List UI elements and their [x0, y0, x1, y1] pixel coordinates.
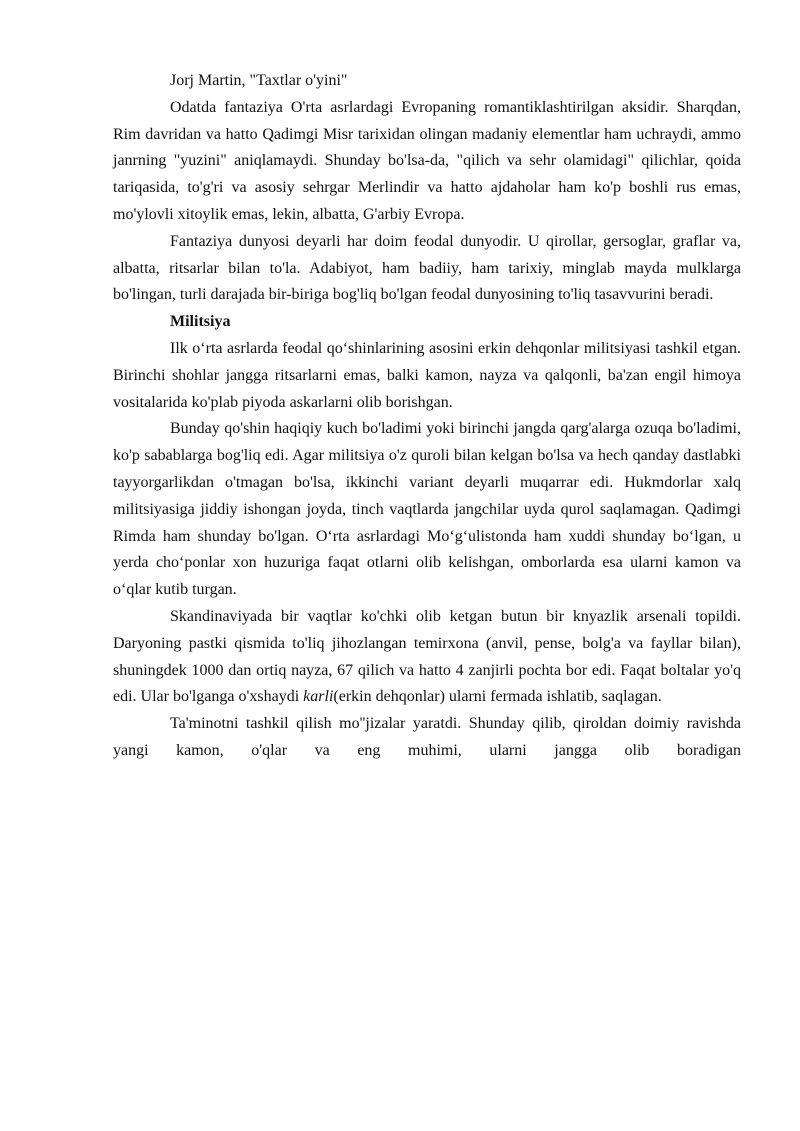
paragraph-fantasy-origins: Odatda fantaziya O'rta asrlardagi Evropaning romantiklashtirilgan aksidir. Sharqdan, Rim davridan va hatto Qadimgi Misr tarixidan olingan madaniy elementlar ham uchraydi, ammo janrning "yuzini" aniqlamaydi. Shunday bo'lsa-da, "qilich va sehr olamidagi" qilichlar, qoida tariqasida, to'g'ri va asosiy sehrgar Merlindir va hatto ajdaholar ham ko'p boshli rus emas, mo'ylovli xitoylik emas, lekin, albatta, G'arbiy Evropa.: [113, 98, 741, 223]
paragraph-feodal-world: Fantaziya dunyosi deyarli har doim feodal dunyodir. U qirollar, gersoglar, graflar va, albatta, ritsarlar bilan to'la. Adabiyot, ham badiiy, ham tarixiy, minglab mayda mulklarga bo'lingan, turli darajada bir-biriga bog'liq bo'lgan feodal dunyosining to'liq tasavvurini beradi.: [113, 232, 741, 304]
epigraph: Jorj Martin, "Taxtlar o'yini": [170, 72, 348, 89]
paragraph-supply-organization: Ta'minotni tashkil qilish mo''jizalar yaratdi. Shunday qilib, qiroldan doimiy ravishda yangi kamon, o'qlar va eng muhimi, ularni jangga olib boradigan: [113, 715, 741, 759]
paragraph-early-militia: Ilk o‘rta asrlarda feodal qo‘shinlarining asosini erkin dehqonlar militsiyasi tashkil etgan. Birinchi shohlar jangga ritsarlarni emas, balki kamon, nayza va qalqonli, ba'zan engil himoya vositalarida ko'plab piyoda askarlarni olib borishgan.: [113, 339, 741, 411]
italic-term-karli: karli: [303, 688, 334, 706]
document-page: [113, 68, 741, 765]
paragraph-scandinavia-text-after: (erkin dehqonlar) ularni fermada ishlatib, saqlagan.: [333, 688, 662, 706]
paragraph-scandinavia-text-before: Skandinaviyada bir vaqtlar ko'chki olib ketgan butun bir knyazlik arsenali topildi. Daryoning pastki qismida to'liq jihozlangan temirxona (anvil, pense, bolg'a va fayllar bilan), shuningdek 1000 dan ortiq nayza, 67 qilich va hatto 4 zanjirli pochta bor edi. Faqat boltalar yo'q edi. Ular bo'lganga o'xshaydi: [113, 607, 741, 706]
section-heading-militsiya: Militsiya: [170, 313, 231, 331]
paragraph-scandinavia-arsenal: [113, 604, 741, 711]
paragraph-militia-strength: Bunday qo'shin haqiqiy kuch bo'ladimi yoki birinchi jangda qarg'alarga ozuqa bo'ladimi, ko'p sabablarga bog'liq edi. Agar militsiya o'z quroli bilan kelgan bo'lsa va hech qanday dastlabki tayyorgarlikdan o'tmagan bo'lsa, ikkinchi variant deyarli muqarrar edi. Hukmdorlar xalq militsiyasiga jiddiy ishongan joyda, tinch vaqtlarda jangchilar uyda qurol saqlamagan. Qadimgi Rimda ham shunday bo'lgan. O‘rta asrlardagi Mo‘g‘ulistonda ham xuddi shunday bo‘lgan, u yerda cho‘ponlar xon huzuriga faqat otlarni olib kelishgan, omborlarda esa ularni kamon va o‘qlar kutib turgan.: [113, 420, 741, 599]
